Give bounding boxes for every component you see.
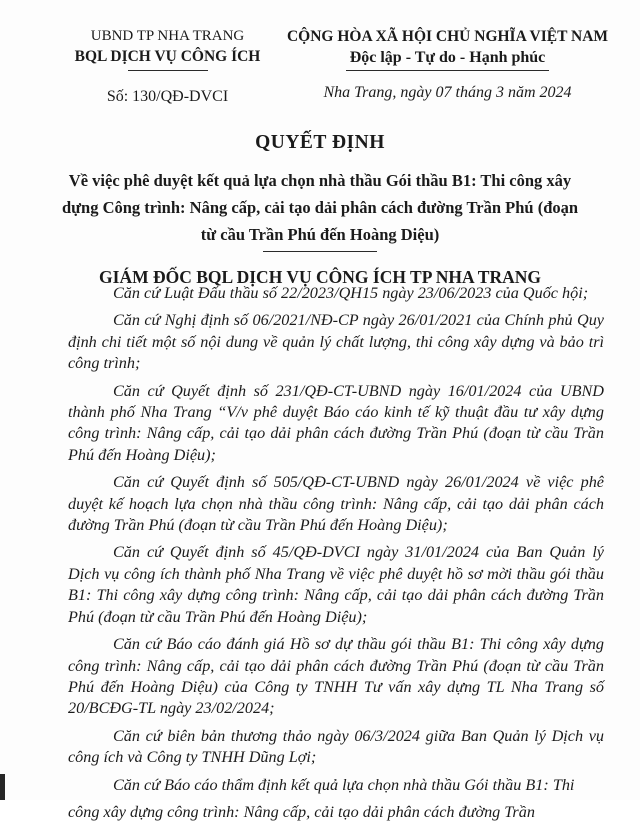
title-block bbox=[0, 132, 640, 288]
can-cu-paragraph: Căn cứ Luật Đấu thầu số 22/2023/QH15 ngày 23/06/2023 của Quốc hội; bbox=[113, 284, 589, 302]
issuing-agency-block bbox=[40, 27, 295, 107]
national-motto: Độc lập - Tự do - Hạnh phúc bbox=[346, 48, 550, 71]
document-number: Số: 130/QĐ-DVCI bbox=[106, 88, 229, 106]
scan-edge-artifact bbox=[0, 774, 5, 800]
can-cu-paragraph: Căn cứ Quyết định số 45/QĐ-DVCI ngày 31/01/2024 của Ban Quản lý Dịch vụ công ích thành phố Nha Trang về việc phê duyệt hồ sơ mời thầu gói thầu B1: Thi công xây dựng công trình: Nâng cấp, cải tạo dải phân cách đường Trần Phú (đoạn từ cầu Trần Phú đến Hoàng Diệu); bbox=[68, 543, 604, 626]
can-cu-paragraph: Căn cứ Nghị định số 06/2021/NĐ-CP ngày 26/01/2021 của Chính phủ Quy định chi tiết một số nội dung về quản lý chất lượng, thi công xây dựng và bảo trì công trình; bbox=[68, 311, 604, 373]
decision-subject: Về việc phê duyệt kết quả lựa chọn nhà thầu Gói thầu B1: Thi công xây dựng Công trình: Nâng cấp, cải tạo dải phân cách đường Trần Phú (đoạn từ cầu Trần Phú đến Hoàng Diệu) bbox=[61, 171, 579, 244]
org-name-underline bbox=[128, 70, 208, 71]
national-header-block bbox=[280, 27, 615, 103]
issuer-heading: GIÁM ĐỐC BQL DỊCH VỤ CÔNG ÍCH TP NHA TRANG bbox=[99, 267, 541, 287]
national-title: CỘNG HÒA XÃ HỘI CHỦ NGHĨA VIỆT NAM bbox=[286, 28, 609, 45]
legal-basis-section bbox=[68, 283, 604, 823]
clipped-paragraph-line: công xây dựng công trình: Nâng cấp, cải tạo dải phân cách đường Trần bbox=[68, 802, 535, 821]
org-parent-name: UBND TP NHA TRANG bbox=[90, 28, 245, 44]
decision-heading: QUYẾT ĐỊNH bbox=[255, 132, 385, 153]
can-cu-paragraph: Căn cứ biên bản thương thảo ngày 06/3/2024 giữa Ban Quản lý Dịch vụ công ích và Công ty TNHH Dũng Lợi; bbox=[68, 726, 604, 767]
org-name: BQL DỊCH VỤ CÔNG ÍCH bbox=[74, 47, 261, 65]
place-date-line: Nha Trang, ngày 07 tháng 3 năm 2024 bbox=[323, 84, 572, 102]
can-cu-paragraph: Căn cứ Báo cáo đánh giá Hồ sơ dự thầu gói thầu B1: Thi công xây dựng công trình: Nâng cấp, cải tạo dải phân cách đường Trần Phú (đoạn từ cầu Trần Phú đến Hoàng Diệu) của Công ty TNHH Tư vấn xây dựng TL Nha Trang số 20/BCĐG-TL ngày 23/02/2024; bbox=[68, 635, 604, 718]
can-cu-paragraph: Căn cứ Quyết định số 231/QĐ-CT-UBND ngày 16/01/2024 của UBND thành phố Nha Trang “V/v phê duyệt Báo cáo kinh tế kỹ thuật đầu tư xây dựng công trình: Nâng cấp, cải tạo dải phân cách đường Trần Phú (đoạn từ cầu Trần Phú đến Hoàng Diệu); bbox=[68, 381, 604, 464]
title-divider bbox=[263, 251, 377, 252]
can-cu-paragraph: Căn cứ Báo cáo thẩm định kết quả lựa chọn nhà thầu Gói thầu B1: Thi bbox=[113, 775, 575, 794]
can-cu-paragraph: Căn cứ Quyết định số 505/QĐ-CT-UBND ngày 26/01/2024 về việc phê duyệt kế hoạch lựa chọn nhà thầu công trình: Nâng cấp, cải tạo dải phân cách đường Trần Phú (đoạn từ cầu Trần Phú đến Hoàng Diệu); bbox=[68, 473, 604, 535]
